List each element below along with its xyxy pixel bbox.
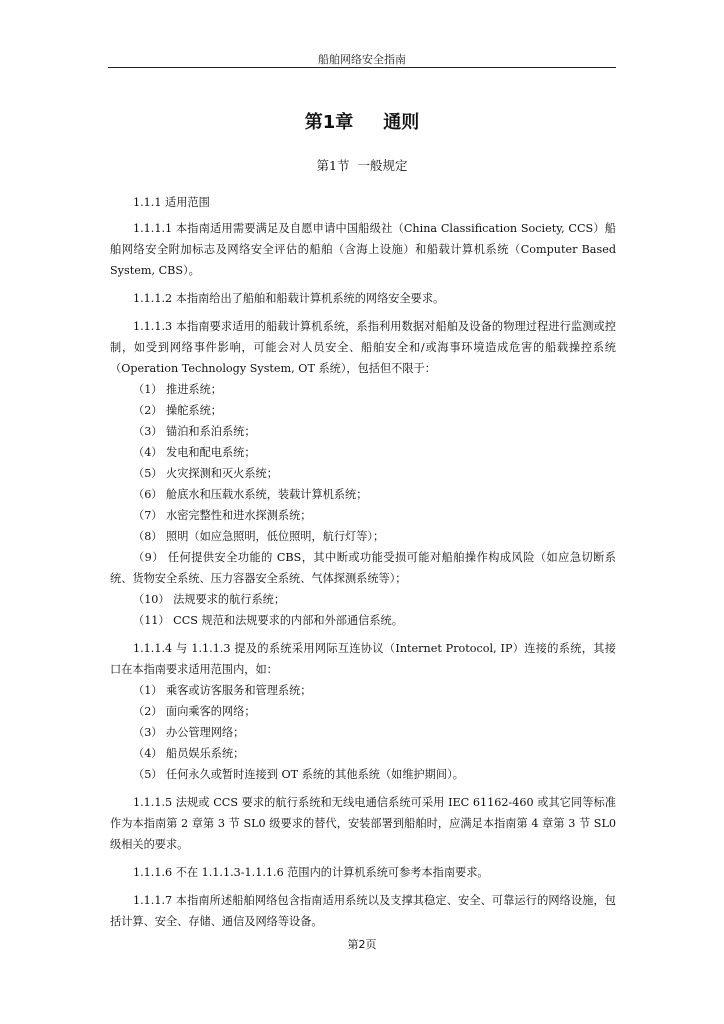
list-item: （9） 任何提供安全功能的 CBS，其中断或功能受损可能对船舶操作构成风险（如应急切断系统、货物安全系统、压力容器安全系统、气体探测系统等）； bbox=[110, 551, 616, 585]
list-item: （2） 操舵系统； bbox=[133, 404, 222, 417]
paragraph-1-1-1-6: 1.1.1.6 不在 1.1.1.3-1.1.1.6 范围内的计算机系统可参考本指南要求。 bbox=[133, 866, 489, 879]
page-number: 第2页 bbox=[347, 938, 377, 951]
list-item: （4） 发电和配电系统； bbox=[133, 446, 256, 459]
paragraph-1-1-1-7: 1.1.1.7 本指南所述船舶网络包含指南适用系统以及支撑其稳定、安全、可靠运行的网络设施，包括计算、安全、存储、通信及网络等设备。 bbox=[110, 894, 616, 928]
section-heading bbox=[0, 156, 724, 174]
paragraph-1-1-1-2: 1.1.1.2 本指南给出了船舶和船载计算机系统的网络安全要求。 bbox=[133, 292, 445, 305]
list-item: （10） 法规要求的航行系统； bbox=[133, 593, 286, 606]
running-header: 船舶网络安全指南 bbox=[318, 53, 406, 66]
list-item: （3） 办公管理网络； bbox=[133, 726, 245, 739]
section-title: 一般规定 bbox=[357, 158, 408, 173]
chapter-title: 通则 bbox=[383, 112, 420, 133]
list-item: （5） 火灾探测和灭火系统； bbox=[133, 467, 278, 480]
page-body bbox=[110, 192, 616, 932]
list-item: （11） CCS 规范和法规要求的内部和外部通信系统。 bbox=[133, 614, 403, 627]
chapter-number: 第1章 bbox=[304, 112, 354, 133]
paragraph-1-1-1-1: 1.1.1.1 本指南适用需要满足及自愿申请中国船级社（China Classification Society, CCS）船舶网络安全附加标志及网络安全评估的船舶（含海上设施）和船载计算机系统（Computer Based System, CBS）。 bbox=[110, 222, 616, 277]
subsection-heading: 1.1.1 适用范围 bbox=[133, 196, 210, 209]
list-item: （1） 推进系统； bbox=[133, 383, 222, 396]
header-divider bbox=[108, 67, 616, 68]
chapter-heading bbox=[0, 108, 724, 134]
list-item: （5） 任何永久或暂时连接到 OT 系统的其他系统（如维护期间）。 bbox=[133, 768, 464, 781]
list-item: （8） 照明（如应急照明，低位照明，航行灯等）； bbox=[133, 530, 385, 543]
list-item: （2） 面向乘客的网络； bbox=[133, 705, 256, 718]
list-item: （6） 舱底水和压载水系统，装载计算机系统； bbox=[133, 488, 368, 501]
list-item: （4） 船员娱乐系统； bbox=[133, 747, 245, 760]
list-item: （3） 锚泊和系泊系统； bbox=[133, 425, 256, 438]
paragraph-1-1-1-3: 1.1.1.3 本指南要求适用的船载计算机系统，系指利用数据对船舶及设备的物理过程进行监测或控制，如受到网络事件影响，可能会对人员安全、船舶安全和/或海事环境造成危害的船载操控系统（Operation Technology System, OT 系统），包括但不限于： bbox=[110, 320, 616, 375]
paragraph-1-1-1-4: 1.1.1.4 与 1.1.1.3 提及的系统采用网际互连协议（Internet Protocol, IP）连接的系统，其接口在本指南要求适用范围内，如： bbox=[110, 642, 616, 676]
list-item: （1） 乘客或访客服务和管理系统； bbox=[133, 684, 312, 697]
section-number: 第1节 bbox=[316, 158, 350, 173]
list-item: （7） 水密完整性和进水探测系统； bbox=[133, 509, 312, 522]
paragraph-1-1-1-5: 1.1.1.5 法规或 CCS 要求的航行系统和无线电通信系统可采用 IEC 61162-460 或其它同等标准作为本指南第 2 章第 3 节 SL0 级要求的替代，安装部署到船舶时，应满足本指南第 4 章第 3 节 SL0 级相关的要求。 bbox=[110, 796, 616, 851]
